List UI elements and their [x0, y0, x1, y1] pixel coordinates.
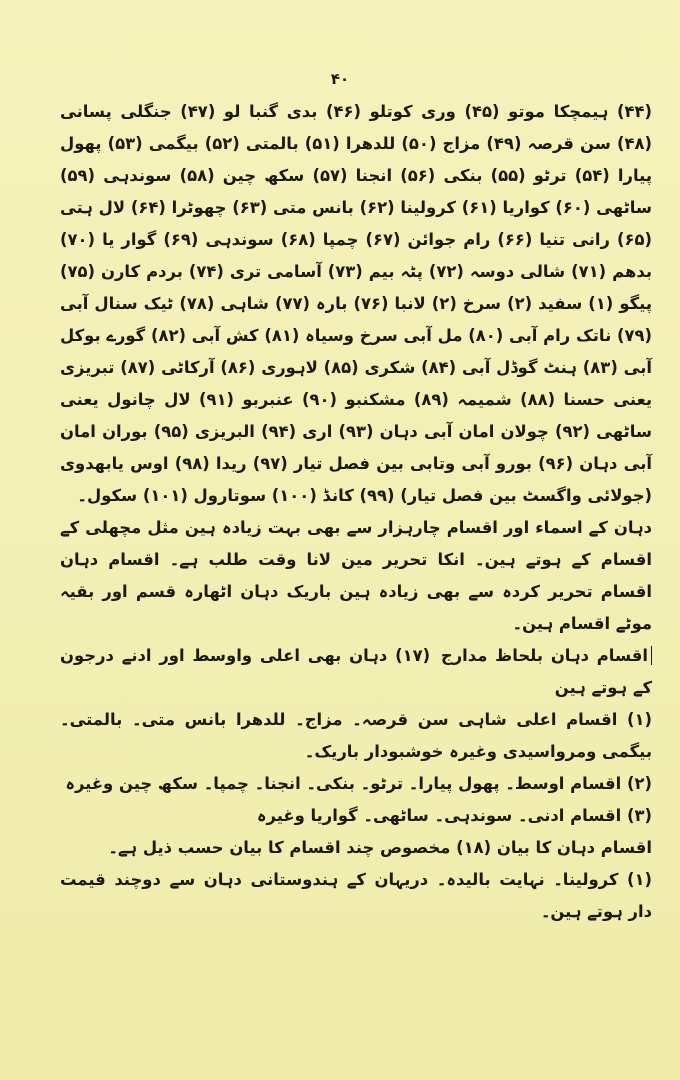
- grades-heading-boxed: اقسام دہان بلحاظ مدارج: [438, 646, 652, 665]
- carolina-description: (۱) کرولینا۔ نہایت بالیدہ۔ دریہان کے ہندوستانی دہان سے دوچند قیمت دار ہوتے ہین۔: [60, 870, 652, 921]
- grades-heading-line: [60, 640, 652, 704]
- grades-heading-rest: (۱۷) دہان بھی اعلی واوسط اور ادنے درجون کے ہوتے ہین: [60, 646, 652, 697]
- intro-paragraph: دہان کے اسماء اور اقسام چارہزار سے بھی بہت زیادہ ہین مثل مچھلی کے اقسام کے ہوتے ہین۔ انکا تحریر مین لانا وقت طلب ہے۔ اقسام دہان اقسام تحریر کردہ سے بھی زیادہ ہین باریک دہان اٹھارہ قسم اور بقیہ موٹے اقسام ہین۔: [60, 518, 652, 633]
- category-medium: (۲) اقسام اوسط۔ پھول پیارا۔ ترٹو۔ بنکی۔ انجنا۔ چمپا۔ سکھ چین وغیرہ: [65, 774, 652, 793]
- varieties-description-heading: اقسام دہان کا بیان (۱۸) مخصوص چند اقسام کا بیان حسب ذیل ہے۔: [108, 838, 652, 857]
- category-superior: (۱) اقسام اعلی شاہی سن قرصہ۔ مزاج۔ للدھرا بانس متی۔ بالمتی۔ بیگمی ومرواسیدی وغیرہ خوشبودار باریک۔: [60, 710, 652, 761]
- rice-varieties-list: (۴۴) ہیمچکا موتو (۴۵) وری کوتلو (۴۶) بدی گنبا لو (۴۷) جنگلی پسانی (۴۸) سن قرصہ (۴۹) مزاج (۵۰) للدھرا (۵۱) بالمتی (۵۲) بیگمی (۵۳) پھول پیارا (۵۴) ترٹو (۵۵) بنکی (۵۶) انجنا (۵۷) سکھ چین (۵۸) سوندہی (۵۹) ساٹھی (۶۰) کواریا (۶۱) کرولینا (۶۲) بانس متی (۶۳) چھوٹرا (۶۴) لال ہتی (۶۵) رانی تنیا (۶۶) رام جوائن (۶۷) چمپا (۶۸) سوندہی (۶۹) گوار یا (۷۰) بدھم (۷۱) شالی دوسہ (۷۲) پٹہ بیم (۷۳) آسامی تری (۷۴) بردم کارن (۷۵) پیگو (۱) سفید (۲) سرخ (۲) لانبا (۷۶) بارہ (۷۷) شاہی (۷۸) ٹیک سنال آبی (۷۹) ناتک رام آبی (۸۰) مل آبی سرخ وسیاہ (۸۱) کش آبی (۸۲) گورے بوکل آبی (۸۳) ہنٹ گوڈل آبی (۸۴) شکری (۸۵) لاہوری (۸۶) آرکاٹی (۸۷) تبریزی یعنی حسنا (۸۸) شمیمہ (۸۹) مشکنبو (۹۰) عنبربو (۹۱) لال چانول یعنی ساٹھی (۹۲) چولان امان آبی دہان (۹۳) اری (۹۴) البریزی (۹۵) بوران امان آبی دہان (۹۶) بورو آبی وتابی بین فصل تیار (۹۷) ریدا (۹۸) اوس یابھدوی (جولائی واگسٹ بین فصل تیار) (۹۹) کانڈ (۱۰۰) سوتارول (۱۰۱) سکول۔: [60, 102, 653, 505]
- category-inferior: (۳) اقسام ادنی۔ سوندہی۔ ساٹھی۔ گواریا وغیرہ: [256, 806, 652, 825]
- page-number: ۴۰: [330, 70, 350, 88]
- page-body: [60, 96, 652, 928]
